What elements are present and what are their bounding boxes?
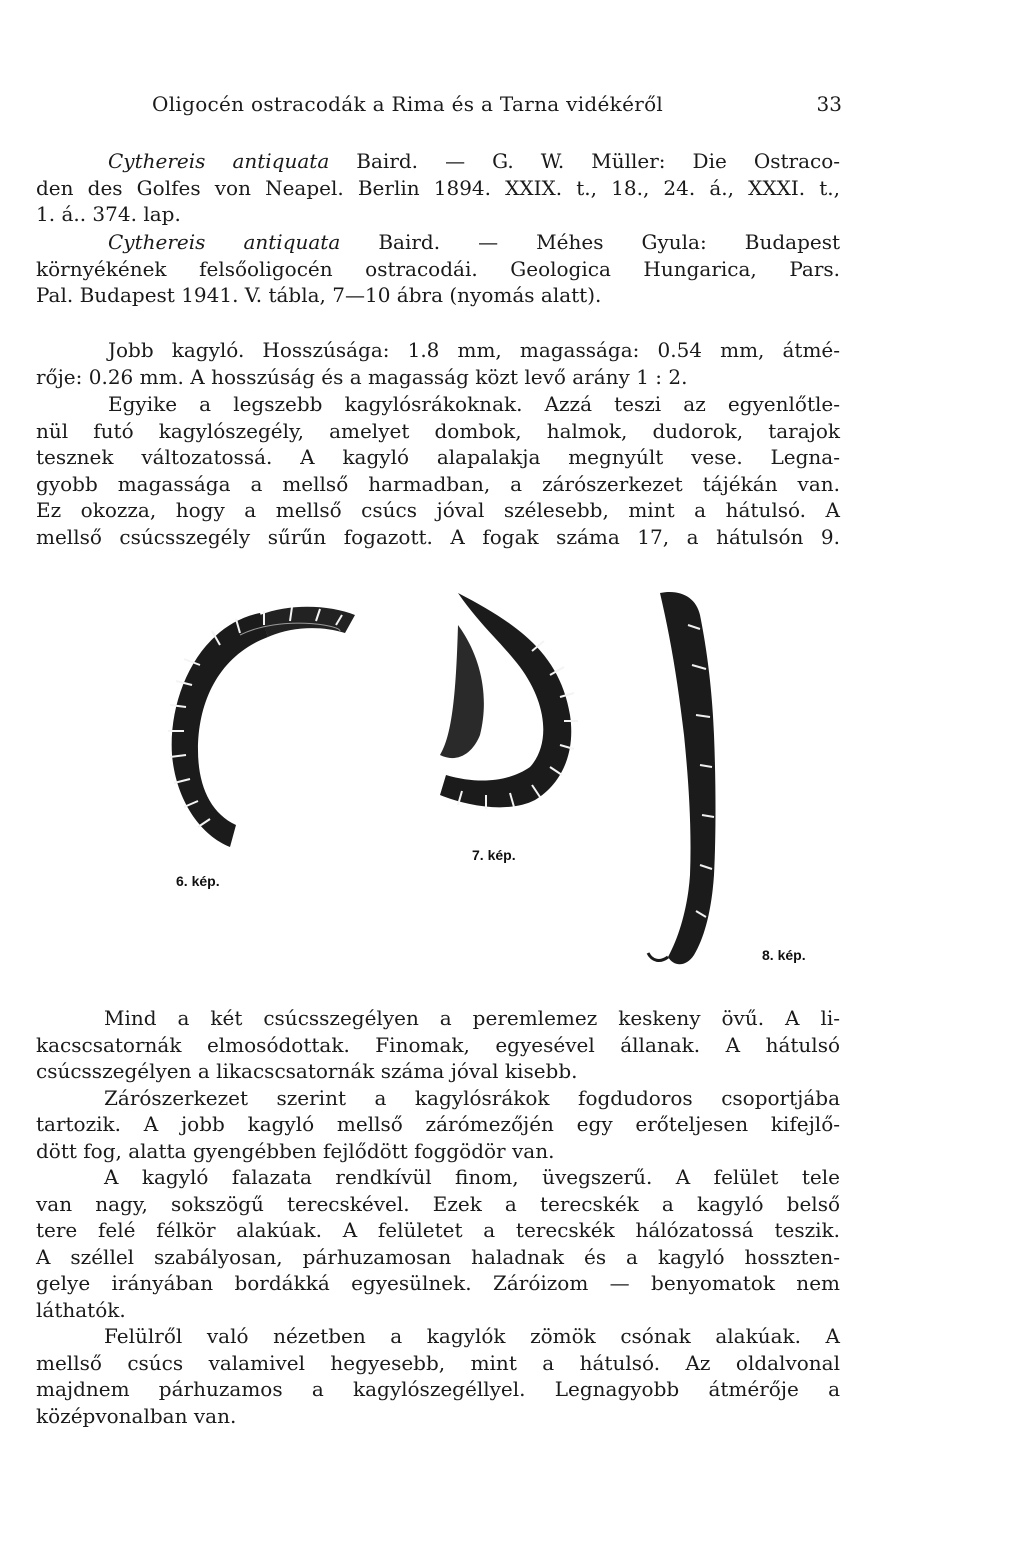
reference-block-1 (36, 148, 840, 228)
running-header (152, 92, 842, 122)
species-name: Cythereis antiquata (108, 149, 330, 173)
reference-block-2 (36, 229, 840, 309)
figure-8-caption: 8. kép. (762, 947, 806, 963)
body-line: dött fog, alatta gyengébben fejlődött foggödör van. (36, 1138, 555, 1163)
reference-line: környékének felsőoligocén ostracodái. Geologica Hungarica, Pars. (36, 256, 840, 281)
fig8-shell-drawing (648, 592, 716, 964)
body-paragraphs (36, 1005, 840, 1429)
measurement-paragraph (36, 337, 840, 390)
body-line: Zárószerkezet szerint a kagylósrákok fogdudoros csoportjába (104, 1085, 840, 1110)
measure-line: Jobb kagyló. Hosszúsága: 1.8 mm, magassága: 0.54 mm, átmé- (108, 338, 840, 362)
body-line: csúcsszegélyen a likacscsatornák száma jóval kisebb. (36, 1059, 578, 1083)
body-line: gelye irányában bordákká egyesülnek. Záróizom — benyomatok nem (36, 1271, 840, 1295)
body-line: kacscsatornák elmosódottak. Finomak, egyesével állanak. A hátulsó (36, 1032, 840, 1057)
description-line: mellső csúcsszegély sűrűn fogazott. A fogak száma 17, a hátulsón 9. (36, 524, 840, 549)
figure-6-caption: 6. kép. (176, 873, 220, 889)
running-title: Oligocén ostracodák a Rima és a Tarna vidékéről (152, 92, 664, 116)
figure-7-caption: 7. kép. (472, 847, 516, 863)
reference-line: Cythereis antiquata Baird. — Méhes Gyula: Budapest (108, 230, 841, 254)
body-line: Mind a két csúcsszegélyen a peremlemez keskeny övű. A li- (104, 1006, 840, 1030)
reference-line: 1. á.. 374. lap. (36, 202, 181, 226)
body-line: Felülről való nézetben a kagylók zömök csónak alakúak. A (104, 1324, 840, 1348)
page-number: 33 (816, 92, 842, 116)
body-line: van nagy, sokszögű terecskével. Ezek a terecskék a kagyló belső (36, 1191, 840, 1216)
description-line: tesznek változatossá. A kagyló alapalakja megnyúlt vese. Legna- (36, 445, 840, 469)
description-line: gyobb magassága a mellső harmadban, a zárószerkezet tájékán van. (36, 471, 840, 496)
fig6-shell-drawing (168, 607, 355, 847)
fig7-shell-drawing (440, 593, 578, 809)
description-paragraph (36, 391, 840, 550)
reference-line: Cythereis antiquata Baird. — G. W. Müller: Die Ostraco- (108, 149, 841, 173)
body-line: középvonalban van. (36, 1403, 237, 1428)
reference-line: Pal. Budapest 1941. V. tábla, 7—10 ábra (nyomás alatt). (36, 283, 602, 307)
measure-line: rője: 0.26 mm. A hosszúság és a magasság közt levő arány 1 : 2. (36, 364, 688, 389)
species-name: Cythereis antiquata (108, 230, 341, 254)
body-line: tere felé félkör alakúak. A felületet a terecskék hálózatossá teszik. (36, 1218, 840, 1242)
description-line: Egyike a legszebb kagylósrákoknak. Azzá teszi az egyenlőtle- (108, 392, 840, 416)
body-line: tartozik. A jobb kagyló mellső zárómezőjén egy erőteljesen kifejlő- (36, 1112, 840, 1136)
body-line: A kagyló falazata rendkívül finom, üvegszerű. A felület tele (104, 1165, 840, 1189)
description-line: Ez okozza, hogy a mellső csúcs jóval szélesebb, mint a hátulsó. A (36, 498, 840, 522)
body-line: majdnem párhuzamos a kagylószegéllyel. Legnagyobb átmérője a (36, 1377, 840, 1401)
body-line: mellső csúcs valamivel hegyesebb, mint a hátulsó. Az oldalvonal (36, 1350, 840, 1375)
body-line: A széllel szabályosan, párhuzamosan haladnak és a kagyló hosszten- (36, 1244, 840, 1269)
description-line: nül futó kagylószegély, amelyet dombok, halmok, dudorok, tarajok (36, 418, 840, 443)
body-line: láthatók. (36, 1297, 126, 1322)
figure-drawings (140, 585, 860, 980)
reference-line: den des Golfes von Neapel. Berlin 1894. XXIX. t., 18., 24. á., XXXI. t., (36, 175, 840, 200)
figure-plate (140, 585, 860, 980)
